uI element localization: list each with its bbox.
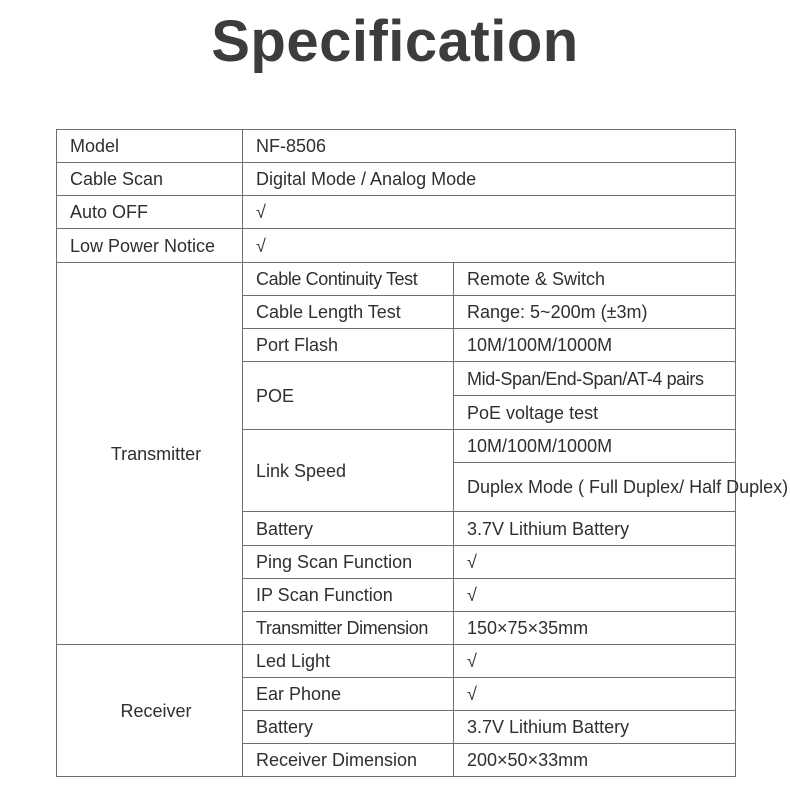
check-mark: √ [454,645,736,678]
spec-label: POE [243,362,454,430]
spec-value: 3.7V Lithium Battery [454,512,736,546]
table-row [57,163,736,196]
table-row [57,263,736,296]
spec-label: IP Scan Function [243,579,454,612]
spec-value: Duplex Mode ( Full Duplex/ Half Duplex) [454,463,736,512]
spec-label: Transmitter Dimension [243,612,454,645]
spec-label: Ear Phone [243,678,454,711]
spec-value: 150×75×35mm [454,612,736,645]
spec-value: Remote & Switch [454,263,736,296]
table-row [57,130,736,163]
spec-value: Mid-Span/End-Span/AT-4 pairs [454,362,736,396]
spec-label: Battery [243,512,454,546]
spec-value: 10M/100M/1000M [454,329,736,362]
spec-label: Ping Scan Function [243,546,454,579]
spec-label: Led Light [243,645,454,678]
spec-table [56,129,789,777]
spec-label: Auto OFF [57,196,243,229]
spec-label: Link Speed [243,430,454,512]
page-title: Specification [211,9,579,74]
spec-label: Cable Continuity Test [243,263,454,296]
spec-label: Cable Scan [57,163,243,196]
spec-label: Port Flash [243,329,454,362]
spec-value: 200×50×33mm [454,744,736,777]
check-mark: √ [454,546,736,579]
spec-value: 3.7V Lithium Battery [454,711,736,744]
check-mark: √ [454,678,736,711]
spec-label: Low Power Notice [57,229,243,263]
spec-value: PoE voltage test [454,396,736,430]
group-label-transmitter: Transmitter [57,263,243,645]
spec-label: Model [57,130,243,163]
spec-label: Battery [243,711,454,744]
table-row [57,645,736,678]
table-row [57,229,736,263]
table-row [57,196,736,229]
check-mark: √ [454,579,736,612]
spec-label: Cable Length Test [243,296,454,329]
check-mark: √ [243,196,736,229]
spec-value: Digital Mode / Analog Mode [243,163,736,196]
spec-label: Receiver Dimension [243,744,454,777]
spec-value: NF-8506 [243,130,736,163]
spec-value: Range: 5~200m (±3m) [454,296,736,329]
group-label-receiver: Receiver [57,645,243,777]
check-mark: √ [243,229,736,263]
spec-value: 10M/100M/1000M [454,430,736,463]
